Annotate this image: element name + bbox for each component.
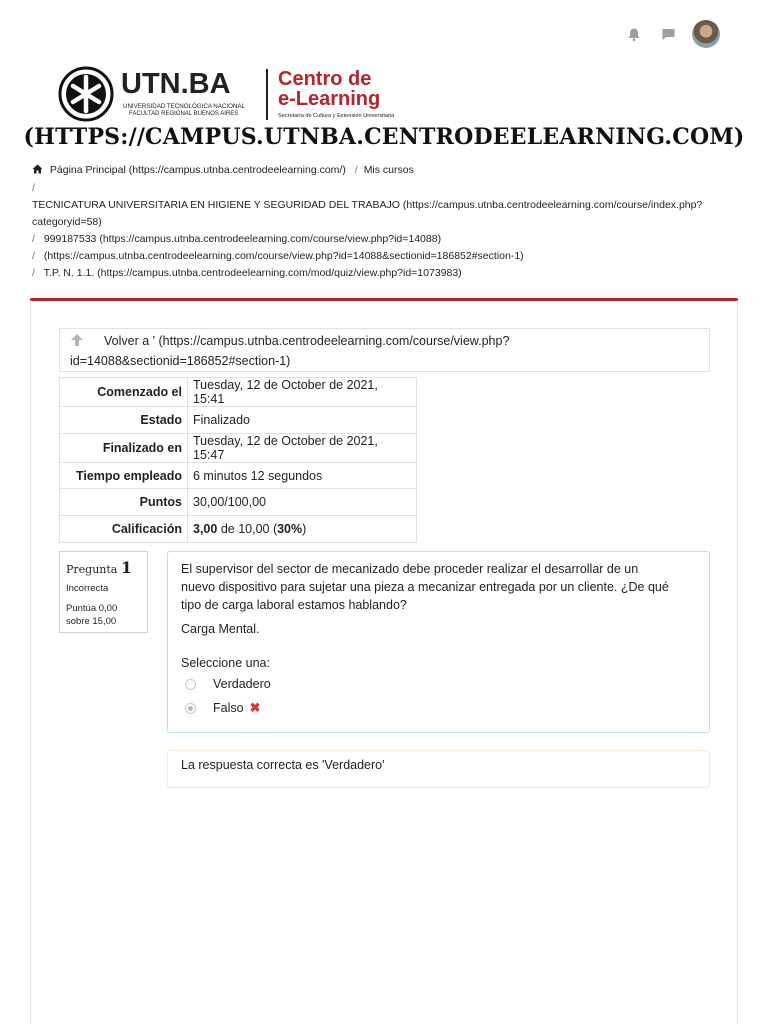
question-number — [66, 558, 141, 577]
question-label: Pregunta — [66, 563, 118, 576]
summary-label: Finalizado en — [60, 433, 188, 462]
site-url-link[interactable]: (HTTPS://CAMPUS.UTNBA.CENTRODEELEARNING.COM) — [23, 124, 745, 150]
question-info — [59, 551, 148, 633]
summary-label: Comenzado el — [60, 378, 188, 407]
question-content — [167, 551, 710, 733]
summary-value: Tuesday, 12 de October de 2021, 15:41 — [188, 378, 417, 407]
option-label: Verdadero — [213, 677, 271, 691]
attempt-summary-table — [59, 377, 417, 543]
logo-brand: UTN.BA — [121, 68, 231, 100]
summary-value: 6 minutos 12 segundos — [188, 462, 417, 489]
top-navbar — [612, 20, 720, 48]
answer-prompt: Seleccione una: — [181, 656, 270, 670]
answer-option-verdadero[interactable] — [181, 672, 696, 696]
breadcrumb-course[interactable] — [32, 197, 732, 231]
breadcrumb-course-line2[interactable]: categoryid=58) — [32, 216, 102, 228]
summary-value: Tuesday, 12 de October de 2021, 15:47 — [188, 433, 417, 462]
summary-row — [60, 407, 417, 434]
breadcrumb-home[interactable]: Página Principal (https://campus.utnba.centrodeelearning.com/) — [49, 164, 346, 176]
grade-label: Calificación — [60, 516, 188, 543]
bell-icon[interactable] — [622, 22, 646, 46]
breadcrumb — [32, 162, 732, 282]
question-text-line: tipo de carga laboral estamos hablando? — [181, 598, 407, 612]
answer-option-falso[interactable] — [181, 696, 696, 720]
breadcrumb-quiz[interactable]: T.P. N. 1.1. (https://campus.utnba.centrodeelearning.com/mod/quiz/view.php?id=1073983) — [43, 267, 462, 279]
radio-falso[interactable] — [185, 703, 196, 714]
arrow-up-icon — [70, 333, 88, 352]
message-icon[interactable] — [656, 22, 680, 46]
grade-end: ) — [302, 521, 307, 536]
question-number-value: 1 — [120, 558, 132, 577]
breadcrumb-course-line1[interactable]: TECNICATURA UNIVERSITARIA EN HIGIENE Y SEGURIDAD DEL TRABAJO (https://campus.utnba.centrodeelearning.com/course/index.php? — [32, 199, 703, 211]
summary-row — [60, 489, 417, 516]
summary-row-grade — [60, 516, 417, 543]
breadcrumb-separator: / — [354, 164, 358, 176]
site-logo[interactable] — [58, 66, 418, 124]
summary-value: 30,00/100,00 — [188, 489, 417, 516]
breadcrumb-separator: / — [32, 233, 35, 245]
back-link-line1[interactable]: Volver a ' (https://campus.utnba.centrodeelearning.com/course/view.php? — [104, 334, 510, 348]
question-extra: Carga Mental. — [181, 622, 260, 636]
breadcrumb-mis-cursos[interactable]: Mis cursos — [363, 164, 414, 176]
summary-label: Tiempo empleado — [60, 462, 188, 489]
question-text — [181, 560, 696, 638]
user-avatar[interactable] — [692, 20, 720, 48]
grade-line2: sobre 15,00 — [66, 616, 117, 627]
summary-row — [60, 462, 417, 489]
logo-title-line1: Centro de — [278, 68, 372, 90]
radio-verdadero[interactable] — [185, 679, 196, 690]
grade-line1: Puntúa 0,00 — [66, 603, 118, 614]
breadcrumb-section[interactable]: (https://campus.utnba.centrodeelearning.com/course/view.php?id=14088&sectionid=186852#section-1) — [43, 250, 524, 262]
summary-row — [60, 378, 417, 407]
breadcrumb-separator: / — [32, 267, 35, 279]
question-text-line: nuevo dispositivo para sujetar una pieza a mecanizar entregada por un cliente. ¿De qué — [181, 580, 669, 594]
option-label: Falso — [213, 701, 244, 715]
grade-score: 3,00 — [193, 521, 218, 536]
question-grade — [66, 602, 141, 628]
back-to-section-link[interactable] — [59, 328, 710, 372]
breadcrumb-separator: / — [32, 250, 35, 262]
logo-subtitle: Secretaría de Cultura y Extensión Universitaria — [278, 113, 395, 119]
summary-value: Finalizado — [188, 407, 417, 434]
question-text-line: El supervisor del sector de mecanizado debe proceder realizar el desarrollar de un — [181, 562, 639, 576]
correct-answer-feedback: La respuesta correcta es 'Verdadero' — [167, 750, 710, 788]
breadcrumb-course-id[interactable]: 999187533 (https://campus.utnba.centrodeelearning.com/course/view.php?id=14088) — [43, 233, 442, 245]
logo-title-line2: e-Learning — [278, 88, 381, 110]
grade-value — [188, 516, 417, 543]
logo-brand-line1: UNIVERSIDAD TECNOLÓGICA NACIONAL — [123, 103, 245, 110]
summary-label: Puntos — [60, 489, 188, 516]
summary-row — [60, 433, 417, 462]
home-icon — [32, 163, 43, 180]
back-link-line2[interactable]: id=14088&sectionid=186852#section-1) — [70, 354, 291, 368]
incorrect-icon: ✖ — [249, 700, 261, 715]
grade-percent: 30% — [277, 521, 303, 536]
logo-brand-line2: FACULTAD REGIONAL BUENOS AIRES — [129, 111, 239, 117]
question-state: Incorrecta — [66, 583, 109, 594]
grade-middle: de 10,00 ( — [217, 521, 278, 536]
summary-label: Estado — [60, 407, 188, 434]
breadcrumb-separator: / — [32, 182, 35, 194]
